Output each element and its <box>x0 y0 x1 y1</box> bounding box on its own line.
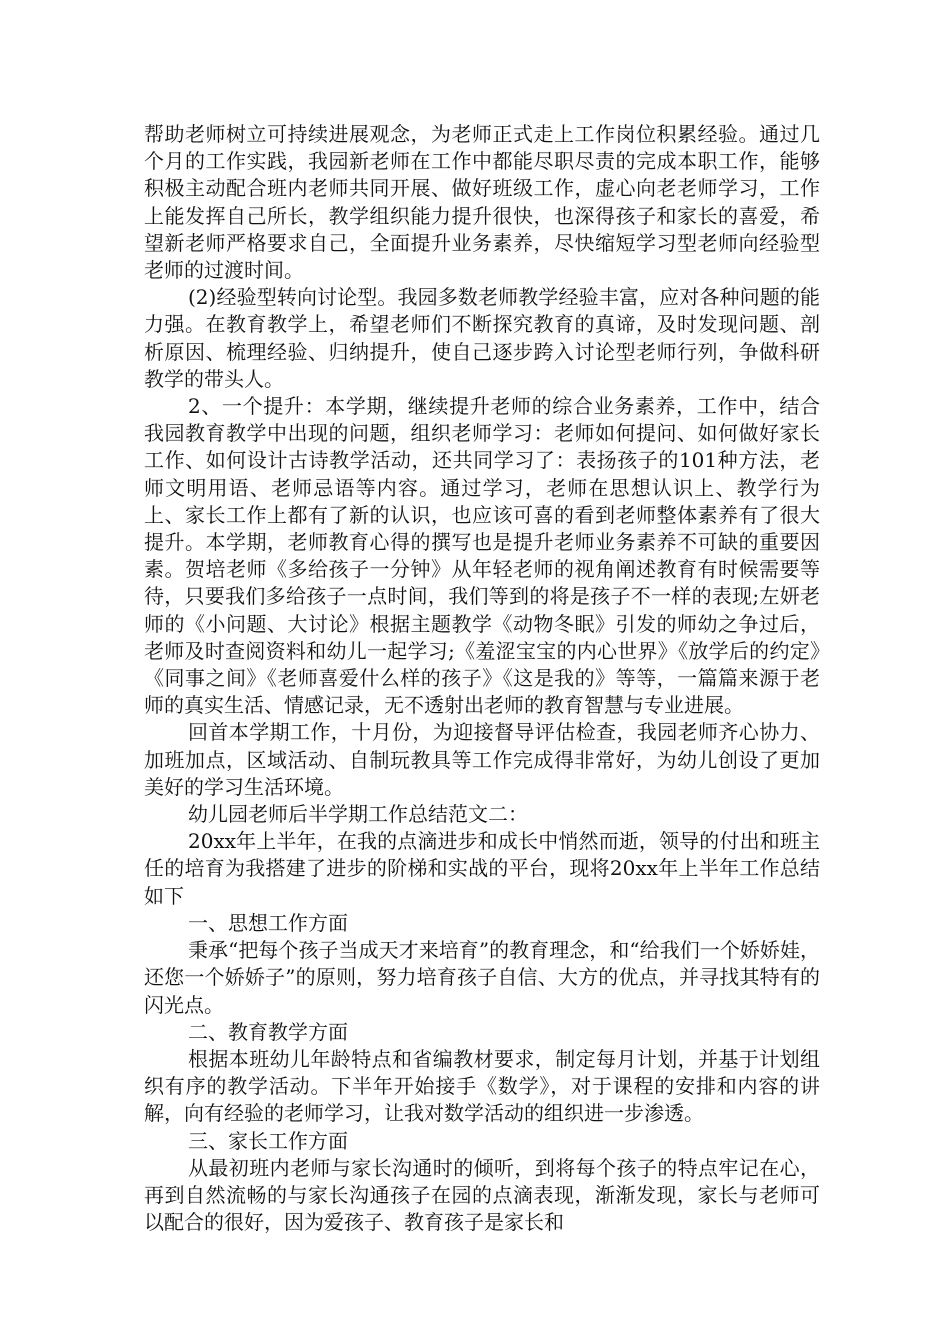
paragraph-2: (2)经验型转向讨论型。我园多数老师教学经验丰富，应对各种问题的能力强。在教育教学上，希望老师们不断探究教育的真谛，及时发现问题、剖析原因、梳理经验、归纳提升，使自己逐步跨入讨论型老师行列，争做科研教学的带头人。 <box>144 285 820 391</box>
heading-teaching: 二、教育教学方面 <box>188 1019 348 1044</box>
paragraph-parents: 从最初班内老师与家长沟通时的倾听，到将每个孩子的特点牢记在心，再到自然流畅的与家长沟通孩子在园的点滴表现，渐渐发现，家长与老师可以配合的很好，因为爱孩子、教育孩子是家长和 <box>144 1155 820 1235</box>
heading-parents: 三、家长工作方面 <box>188 1128 348 1153</box>
paragraph-3: 2、一个提升：本学期，继续提升老师的综合业务素养，工作中，结合我园教育教学中出现的问题，组织老师学习：老师如何提问、如何做好家长工作、如何设计古诗教学活动，还共同学习了：表扬孩子的101种方法，老师文明用语、老师忌语等内容。通过学习，老师在思想认识上、教学行为上、家长工作上都有了新的认识，也应该可喜的看到老师整体素养有了很大提升。本学期，老师教育心得的撰写也是提升老师业务素养不可缺的重要因素。贺培老师《多给孩子一分钟》从年轻老师的视角阐述教育有时候需要等待，只要我们多给孩子一点时间，我们等到的将是孩子不一样的表现;左妍老师的《小问题、大讨论》根据主题教学《动物冬眠》引发的师幼之争过后，老师及时查阅资料和幼儿一起学习;《羞涩宝宝的内心世界》《放学后的约定》《同事之间》《老师喜爱什么样的孩子》《这是我的》等等，一篇篇来源于老师的真实生活、情感记录，无不透射出老师的教育智慧与专业进展。 <box>144 394 820 718</box>
heading-ideology: 一、思想工作方面 <box>188 910 348 935</box>
section-title-example-two: 幼儿园老师后半学期工作总结范文二： <box>188 802 528 827</box>
paragraph-teaching: 根据本班幼儿年龄特点和省编教材要求，制定每月计划，并基于计划组织有序的教学活动。下半年开始接手《数学》，对于课程的安排和内容的讲解，向有经验的老师学习，让我对数学活动的组织进一步渗透。 <box>144 1046 820 1126</box>
paragraph-intro: 20xx年上半年，在我的点滴进步和成长中悄然而逝，领导的付出和班主任的培育为我搭建了进步的阶梯和实战的平台，现将20xx年上半年工作总结如下 <box>144 829 820 908</box>
paragraph-1: 帮助老师树立可持续进展观念，为老师正式走上工作岗位积累经验。通过几个月的工作实践，我园新老师在工作中都能尽职尽责的完成本职工作，能够积极主动配合班内老师共同开展、做好班级工作，虚心向老老师学习，工作上能发挥自己所长，教学组织能力提升很快，也深得孩子和家长的喜爱，希望新老师严格要求自己，全面提升业务素养，尽快缩短学习型老师向经验型老师的过渡时间。 <box>144 122 820 283</box>
paragraph-ideology: 秉承“把每个孩子当成天才来培育”的教育理念，和“给我们一个娇娇娃，还您一个娇娇子”的原则，努力培育孩子自信、大方的优点，并寻找其特有的闪光点。 <box>144 938 820 1017</box>
document-body <box>144 121 820 1236</box>
paragraph-4: 回首本学期工作，十月份，为迎接督导评估检查，我园老师齐心协力、加班加点，区域活动、自制玩教具等工作完成得非常好，为幼儿创设了更加美好的学习生活环境。 <box>144 720 820 799</box>
